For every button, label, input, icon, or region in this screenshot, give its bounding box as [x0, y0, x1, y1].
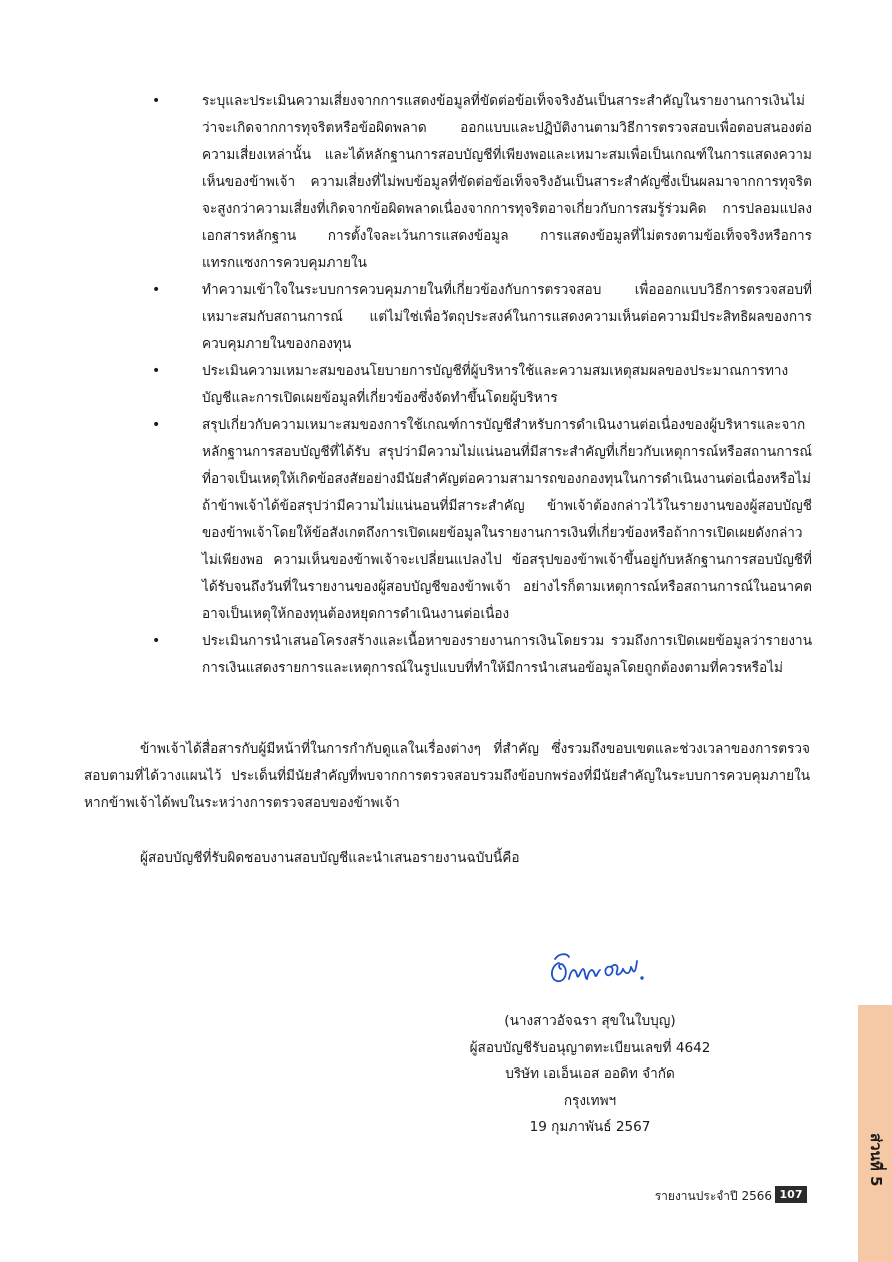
bullet-text: ประเมินความเหมาะสมของนโยบายการบัญชีที่ผู้บริหารใช้และความสมเหตุสมผลของประมาณการทางบัญชีและการเปิดเผยข้อมูลที่เกี่ยวข้องซึ่งจัดทำขึ้นโดยผู้บริหาร: [202, 363, 789, 406]
bullet-symbol: •: [152, 363, 161, 379]
audit-firm: บริษัท เอเอ็นเอส ออดิท จำกัด: [505, 1066, 675, 1082]
section-side-tab: [858, 1005, 892, 1262]
section-label: ส่วนที่ 5: [867, 1133, 885, 1187]
bullet-text: สรุปเกี่ยวกับความเหมาะสมของการใช้เกณฑ์การบัญชีสำหรับการดำเนินงานต่อเนื่องของผู้บริหารและจากหลักฐานการสอบบัญชีที่ได้รับ สรุปว่ามีความไม่แน่นอนที่มีสาระสำคัญที่เกี่ยวกับเหตุการณ์หรือสถานการณ์ที่อาจเป็นเหตุให้เกิดข้อสงสัยอย่างมีนัยสำคัญต่อความสามารถของกองทุนในการดำเนินงานต่อเนื่องหรือไม่ ถ้าข้าพเจ้าได้ข้อสรุปว่ามีความไม่แน่นอนที่มีสาระสำคัญ ข้าพเจ้าต้องกล่าวไว้ในรายงานของผู้สอบบัญชีของข้าพเจ้าโดยให้ข้อสังเกตถึงการเปิดเผยข้อมูลในรายงานการเงินที่เกี่ยวข้องหรือถ้าการเปิดเผยดังกล่าวไม่เพียงพอ ความเห็นของข้าพเจ้าจะเปลี่ยนแปลงไป ข้อสรุปของข้าพเจ้าขึ้นอยู่กับหลักฐานการสอบบัญชีที่ได้รับจนถึงวันที่ในรายงานของผู้สอบบัญชีของข้าพเจ้า อย่างไรก็ตามเหตุการณ์หรือสถานการณ์ในอนาคตอาจเป็นเหตุให้กองทุนต้องหยุดการดำเนินงานต่อเนื่อง: [202, 417, 812, 622]
list-item: [148, 358, 812, 412]
signature-image: [545, 945, 655, 990]
audit-procedures-list: [148, 88, 812, 682]
bullet-symbol: •: [152, 417, 161, 433]
bullet-text: ระบุและประเมินความเสี่ยงจากการแสดงข้อมูลที่ขัดต่อข้อเท็จจริงอันเป็นสาระสำคัญในรายงานการเงินไม่ว่าจะเกิดจากการทุจริตหรือข้อผิดพลาด ออกแบบและปฏิบัติงานตามวิธีการตรวจสอบเพื่อตอบสนองต่อความเสี่ยงเหล่านั้น และได้หลักฐานการสอบบัญชีที่เพียงพอและเหมาะสมเพื่อเป็นเกณฑ์ในการแสดงความเห็นของข้าพเจ้า ความเสี่ยงที่ไม่พบข้อมูลที่ขัดต่อข้อเท็จจริงอันเป็นสาระสำคัญซึ่งเป็นผลมาจากการทุจริตจะสูงกว่าความเสี่ยงที่เกิดจากข้อผิดพลาดเนื่องจากการทุจริตอาจเกี่ยวกับการสมรู้ร่วมคิด การปลอมแปลงเอกสารหลักฐาน การตั้งใจละเว้นการแสดงข้อมูล การแสดงข้อมูลที่ไม่ตรงตามข้อเท็จจริงหรือการแทรกแซงการควบคุมภายใน: [202, 93, 812, 271]
page-number: 107: [775, 1186, 807, 1203]
communication-paragraph: ข้าพเจ้าได้สื่อสารกับผู้มีหน้าที่ในการกำกับดูแลในเรื่องต่างๆ ที่สำคัญ ซึ่งรวมถึงขอบเขตและช่วงเวลาของการตรวจสอบตามที่ได้วางแผนไว้ ประเด็นที่มีนัยสำคัญที่พบจากการตรวจสอบรวมถึงข้อบกพร่องที่มีนัยสำคัญในระบบการควบคุมภายในหากข้าพเจ้าได้พบในระหว่างการตรวจสอบของข้าพเจ้า: [84, 741, 810, 811]
bullet-text: ประเมินการนำเสนอโครงสร้างและเนื้อหาของรายงานการเงินโดยรวม รวมถึงการเปิดเผยข้อมูลว่ารายงานการเงินแสดงรายการและเหตุการณ์ในรูปแบบที่ทำให้มีการนำเสนอข้อมูลโดยถูกต้องตามที่ควรหรือไม่: [202, 633, 812, 676]
bullet-symbol: •: [152, 93, 161, 109]
city: กรุงเทพฯ: [563, 1092, 617, 1109]
auditor-name: (นางสาวอัจฉรา สุขในใบบุญ): [504, 1013, 676, 1029]
list-item: [148, 412, 812, 628]
list-item: [148, 628, 812, 682]
bullet-symbol: •: [152, 282, 161, 298]
responsible-auditor-paragraph: ผู้สอบบัญชีที่รับผิดชอบงานสอบบัญชีและนำเสนอรายงานฉบับนี้คือ: [140, 850, 520, 866]
report-date: 19 กุมภาพันธ์ 2567: [529, 1119, 651, 1135]
auditor-license: ผู้สอบบัญชีรับอนุญาตทะเบียนเลขที่ 4642: [469, 1039, 711, 1056]
list-item: [148, 277, 812, 358]
signature-block: [440, 1008, 740, 1141]
list-item: [148, 88, 812, 277]
bullet-symbol: •: [152, 633, 161, 649]
footer-report-label: รายงานประจำปี 2566: [654, 1189, 772, 1203]
bullet-text: ทำความเข้าใจในระบบการควบคุมภายในที่เกี่ยวข้องกับการตรวจสอบ เพื่อออกแบบวิธีการตรวจสอบที่เหมาะสมกับสถานการณ์ แต่ไม่ใช่เพื่อวัตถุประสงค์ในการแสดงความเห็นต่อความมีประสิทธิผลของการควบคุมภายในของกองทุน: [202, 282, 812, 352]
